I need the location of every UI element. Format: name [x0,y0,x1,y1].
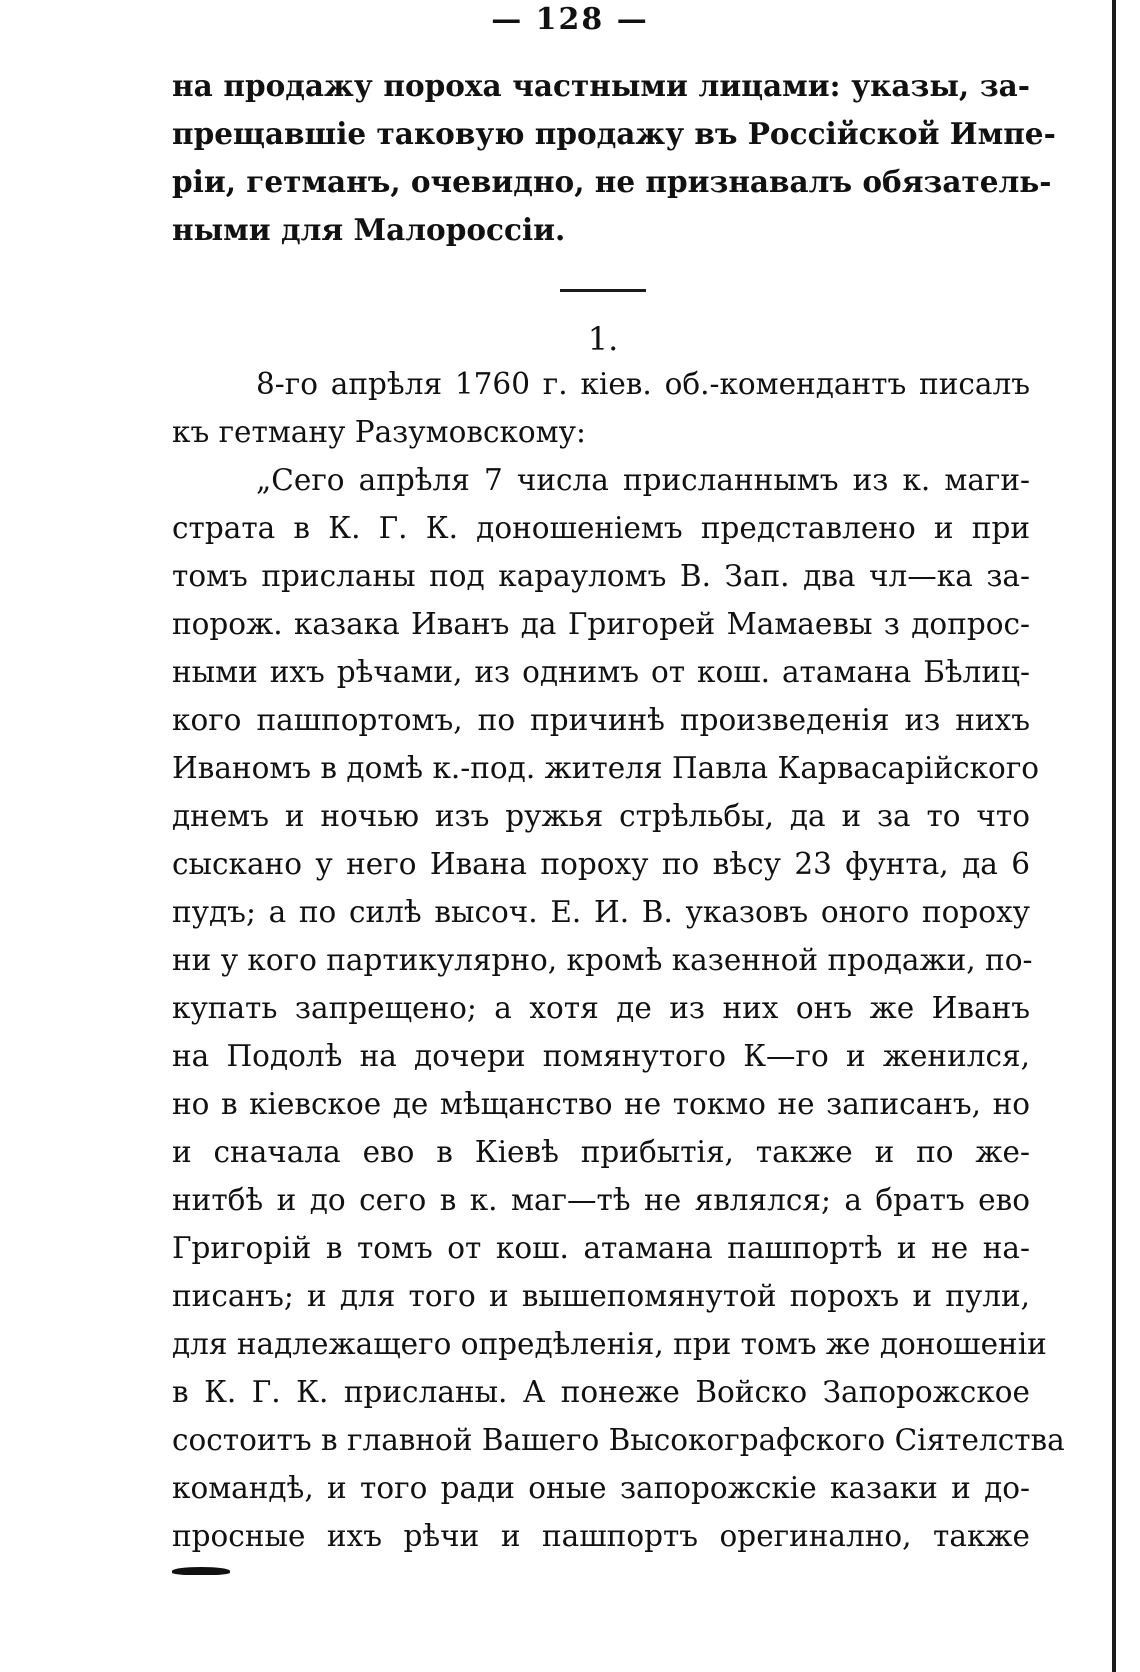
body-line: в К. Г. К. присланы. А понеже Войско Запорожское [172,1375,1030,1409]
intro-line: прещавшіе таковую продажу въ Россійской Импе- [172,116,1056,151]
body-line: на Подолѣ на дочери помянутого К—го и женился, [172,1039,1030,1073]
body-line: и сначала ево в Кіевѣ прибытія, также и по же- [172,1135,1030,1169]
ink-smudge [172,1567,230,1575]
intro-line: ріи, гетманъ, очевидно, не признавалъ обязатель- [172,164,1052,199]
page-number: — 128 — [491,2,649,37]
body-line: командѣ, и того ради оные запорожскіе казаки и до- [172,1471,1030,1505]
body-line: Григорій в томъ от кош. атамана пашпортѣ и не на- [172,1231,1030,1265]
body-line: для надлежащего опредѣленія, при томъ же доношеніи [172,1327,1047,1361]
body-line: Иваномъ в домѣ к.-под. жителя Павла Карвасарійского [172,751,1040,785]
intro-line: ными для Малороссіи. [172,212,566,247]
section-divider [560,289,646,292]
body-line: писанъ; и для того и вышепомянутой порохъ и пули, [172,1279,1030,1313]
body-line: пудъ; а по силѣ высоч. Е. И. В. указовъ оного пороху [172,895,1030,929]
body-line: страта в К. Г. К. доношеніемъ представлено и при [172,511,1030,545]
body-line: ными ихъ рѣчами, из однимъ от кош. атамана Бѣлиц- [172,655,1030,689]
body-line: 8-го апрѣля 1760 г. кіев. об.-комендантъ писалъ [256,367,1030,401]
body-line: просные ихъ рѣчи и пашпортъ орегинално, также [172,1519,1030,1553]
intro-line: на продажу пороха частными лицами: указы, за- [172,68,1030,103]
section-number: 1. [587,320,619,358]
body-line: состоитъ в главной Вашего Высокографского Сіятелства [172,1423,1065,1457]
body-line: нитбѣ и до сего в к. маг—тѣ не являлся; а братъ ево [172,1183,1030,1217]
body-line: кого пашпортомъ, по причинѣ произведенія из нихъ [172,703,1030,737]
body-line: порож. казака Иванъ да Григорей Мамаевы з допрос- [172,607,1030,641]
body-line: сыскано у него Ивана пороху по вѣсу 23 фунта, да 6 [172,847,1030,881]
body-line: „Сего апрѣля 7 числа присланнымъ из к. маги- [256,463,1030,497]
body-line: купать запрещено; а хотя де из них онъ же Иванъ [172,991,1030,1025]
body-line: днемъ и ночью изъ ружья стрѣльбы, да и за то что [172,799,1030,833]
body-line: томъ присланы под карауломъ В. Зап. два чл—ка за- [172,559,1030,593]
page-edge-rule [1112,0,1116,1672]
body-text [172,360,1065,1560]
body-line: ни у кого партикулярно, кромѣ казенной продажи, по- [172,943,1033,977]
body-line: къ гетману Разумовскому: [172,415,586,449]
body-line: но в кіевское де мѣщанство не токмо не записанъ, но [172,1087,1030,1121]
intro-paragraph [172,62,1056,254]
